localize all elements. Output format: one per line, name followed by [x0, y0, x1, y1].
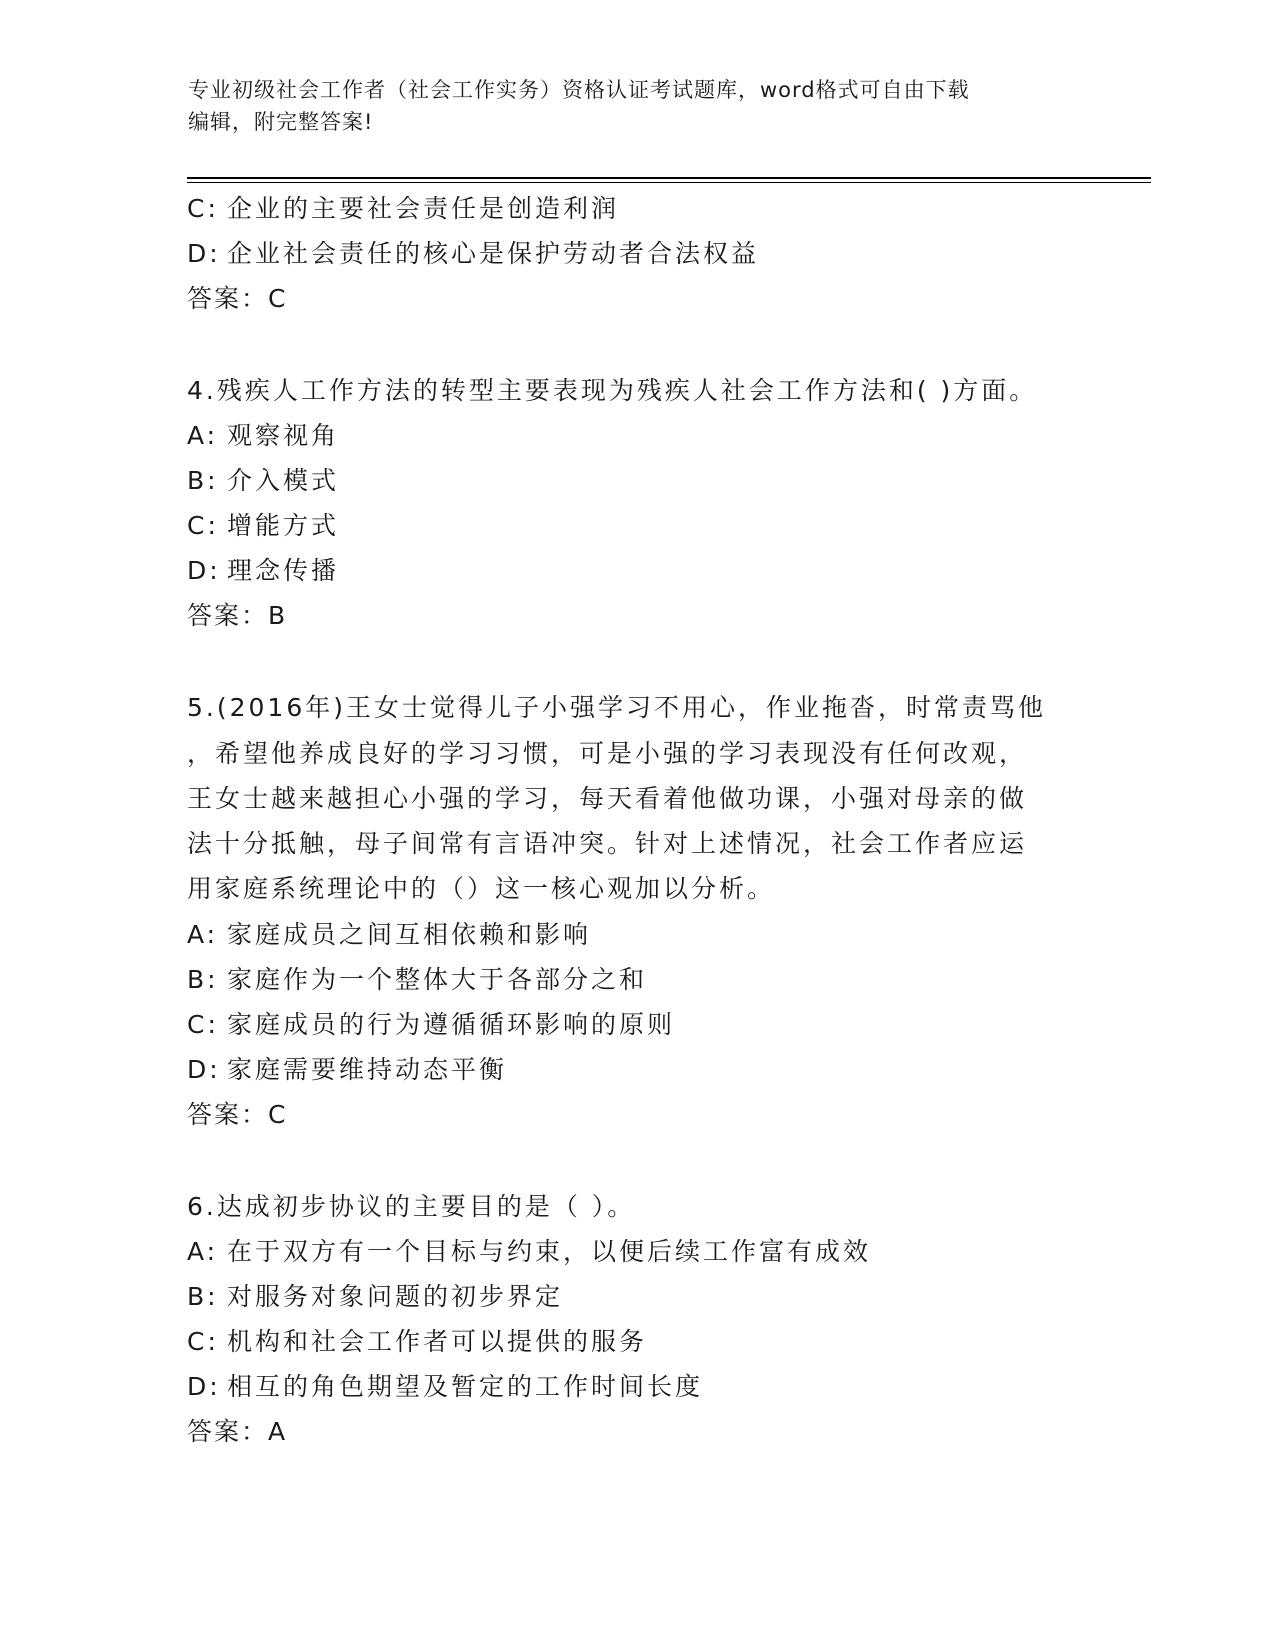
option-text: 家庭成员之间互相依赖和影响	[227, 919, 592, 949]
question-stem: 6.达成初步协议的主要目的是（ ）。	[187, 1191, 636, 1221]
header-line-2: 编辑，附完整答案!	[188, 110, 374, 134]
spacer	[187, 638, 1087, 685]
question-5	[187, 685, 1087, 1136]
option-letter: B:	[187, 964, 219, 994]
header-divider-thick	[187, 177, 1151, 179]
answer-line: 答案：A	[187, 1417, 288, 1447]
option-text: 企业社会责任的核心是保护劳动者合法权益	[227, 239, 760, 268]
question-stem-line: 法十分抵触，母子间常有言语冲突。针对上述情况，社会工作者应运	[187, 829, 1028, 859]
question-stem-line: ，希望他养成良好的学习习惯，可是小强的学习表现没有任何改观，	[187, 738, 1028, 768]
spacer	[187, 1137, 1087, 1184]
option-c	[187, 1319, 1087, 1364]
question-6	[187, 1184, 1087, 1454]
option-letter: C:	[187, 511, 219, 541]
question-list	[187, 186, 1087, 1454]
option-text: 相互的角色期望及暂定的工作时间长度	[227, 1372, 704, 1402]
option-letter: A:	[187, 919, 219, 949]
option-letter: D:	[187, 1372, 221, 1402]
option-text: 介入模式	[227, 466, 340, 496]
option-d	[187, 1364, 1087, 1409]
answer-line: 答案：B	[187, 601, 288, 631]
option-letter: C:	[187, 1327, 219, 1357]
option-b	[187, 957, 1087, 1002]
option-text: 增能方式	[227, 511, 340, 541]
option-text: 对服务对象问题的初步界定	[227, 1282, 564, 1312]
answer-line: 答案：C	[187, 284, 288, 313]
option-d	[187, 548, 1087, 593]
question-stem-line: 用家庭系统理论中的（）这一核心观加以分析。	[187, 874, 776, 904]
option-letter: D:	[187, 239, 221, 268]
question-3-tail	[187, 186, 1087, 321]
answer-line: 答案：C	[187, 1099, 288, 1129]
header-line-1: 专业初级社会工作者（社会工作实务）资格认证考试题库，word格式可自由下载	[188, 78, 970, 102]
question-4	[187, 368, 1087, 638]
option-c	[187, 1002, 1087, 1047]
option-b	[187, 458, 1087, 503]
option-letter: D:	[187, 556, 221, 586]
option-letter: B:	[187, 466, 219, 496]
option-b	[187, 1274, 1087, 1319]
spacer	[187, 321, 1087, 368]
option-letter: B:	[187, 1282, 219, 1312]
option-text: 机构和社会工作者可以提供的服务	[227, 1327, 648, 1357]
option-a	[187, 912, 1087, 957]
option-letter: D:	[187, 1054, 221, 1084]
option-d	[187, 231, 1087, 276]
option-text: 理念传播	[227, 556, 340, 586]
option-text: 企业的主要社会责任是创造利润	[227, 194, 620, 223]
option-a	[187, 1229, 1087, 1274]
question-stem: 4.残疾人工作方法的转型主要表现为残疾人社会工作方法和( )方面。	[187, 376, 1038, 405]
option-c	[187, 503, 1087, 548]
question-stem-line: 王女士越来越担心小强的学习，每天看着他做功课，小强对母亲的做	[187, 783, 1028, 813]
option-text: 家庭成员的行为遵循循环影响的原则	[227, 1009, 676, 1039]
option-d	[187, 1047, 1087, 1092]
option-letter: A:	[187, 421, 219, 451]
option-text: 观察视角	[227, 421, 340, 451]
option-text: 家庭作为一个整体大于各部分之和	[227, 964, 648, 994]
option-letter: C:	[187, 194, 219, 223]
option-letter: C:	[187, 1009, 219, 1039]
option-a	[187, 413, 1087, 458]
question-stem-line: 5.(2016年)王女士觉得儿子小强学习不用心，作业拖沓，时常责骂他	[187, 693, 1046, 723]
option-c	[187, 186, 1087, 231]
option-letter: A:	[187, 1237, 219, 1267]
header-divider-thin	[187, 182, 1151, 183]
option-text: 在于双方有一个目标与约束，以便后续工作富有成效	[227, 1237, 872, 1267]
option-text: 家庭需要维持动态平衡	[227, 1054, 508, 1084]
document-header	[188, 74, 1088, 138]
